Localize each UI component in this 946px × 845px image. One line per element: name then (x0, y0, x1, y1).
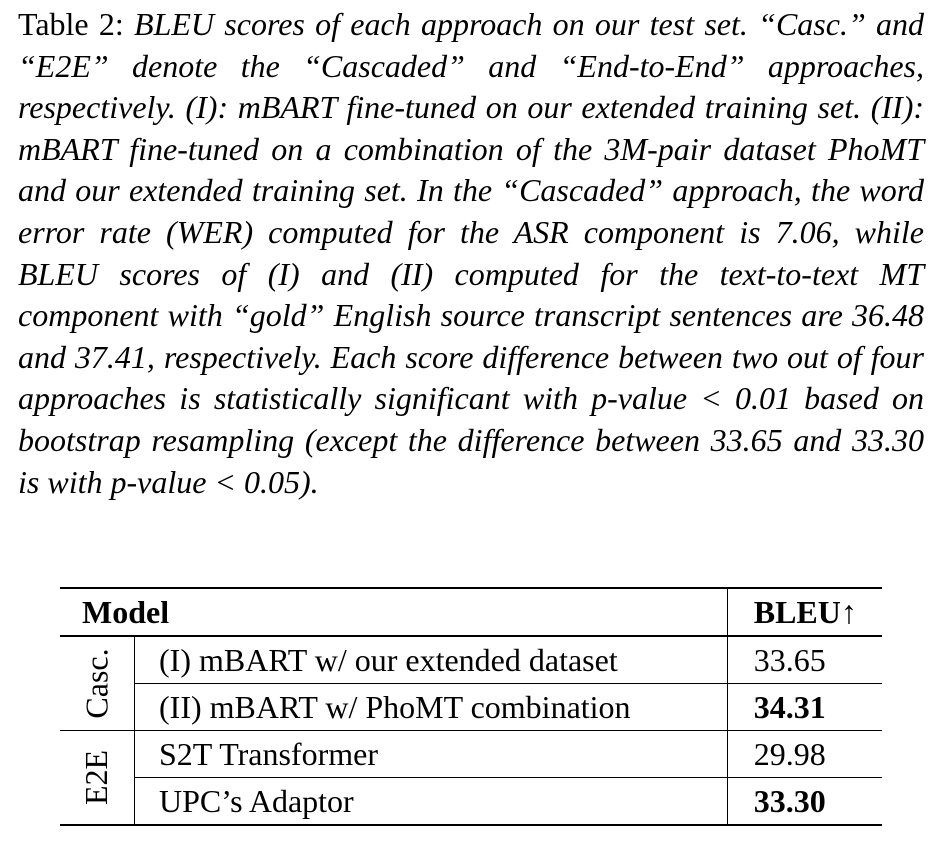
group-label-e2e: E2E (60, 731, 135, 826)
results-table (60, 587, 882, 826)
table-header-row (60, 588, 882, 636)
bleu-value-best: 34.31 (727, 684, 882, 731)
table-row (60, 778, 882, 826)
table-row (60, 636, 882, 684)
model-name: S2T Transformer (135, 731, 728, 778)
table-row (60, 731, 882, 778)
model-name: (I) mBART w/ our extended dataset (135, 636, 728, 684)
model-name: UPC’s Adaptor (135, 778, 728, 826)
caption-label: Table 2: (18, 6, 124, 42)
bleu-value: 29.98 (727, 731, 882, 778)
table-row (60, 684, 882, 731)
header-model: Model (60, 588, 727, 636)
bleu-value: 33.65 (727, 636, 882, 684)
bleu-value-best: 33.30 (727, 778, 882, 826)
header-bleu: BLEU↑ (727, 588, 882, 636)
caption-text: BLEU scores of each approach on our test set. “Casc.” and “E2E” denote the “Cascaded” and “End-to-End” approaches, respectively. (I): mBART fine-tuned on our extended training set. (II): mBART fine-tuned on a combination of the 3M-pair dataset PhoMT and our extended training set. In the “Cascaded” approach, the word error rate (WER) computed for the ASR component is 7.06, while BLEU scores of (I) and (II) computed for the text-to-text MT component with “gold” English source transcript sentences are 36.48 and 37.41, respectively. Each score difference between two out of four approaches is statistically significant with p-value < 0.01 based on bootstrap resampling (except the difference between 33.65 and 33.30 is with p-value < 0.05). (18, 6, 925, 500)
table-caption (18, 4, 924, 503)
model-name: (II) mBART w/ PhoMT combination (135, 684, 728, 731)
group-label-casc: Casc. (60, 636, 135, 731)
